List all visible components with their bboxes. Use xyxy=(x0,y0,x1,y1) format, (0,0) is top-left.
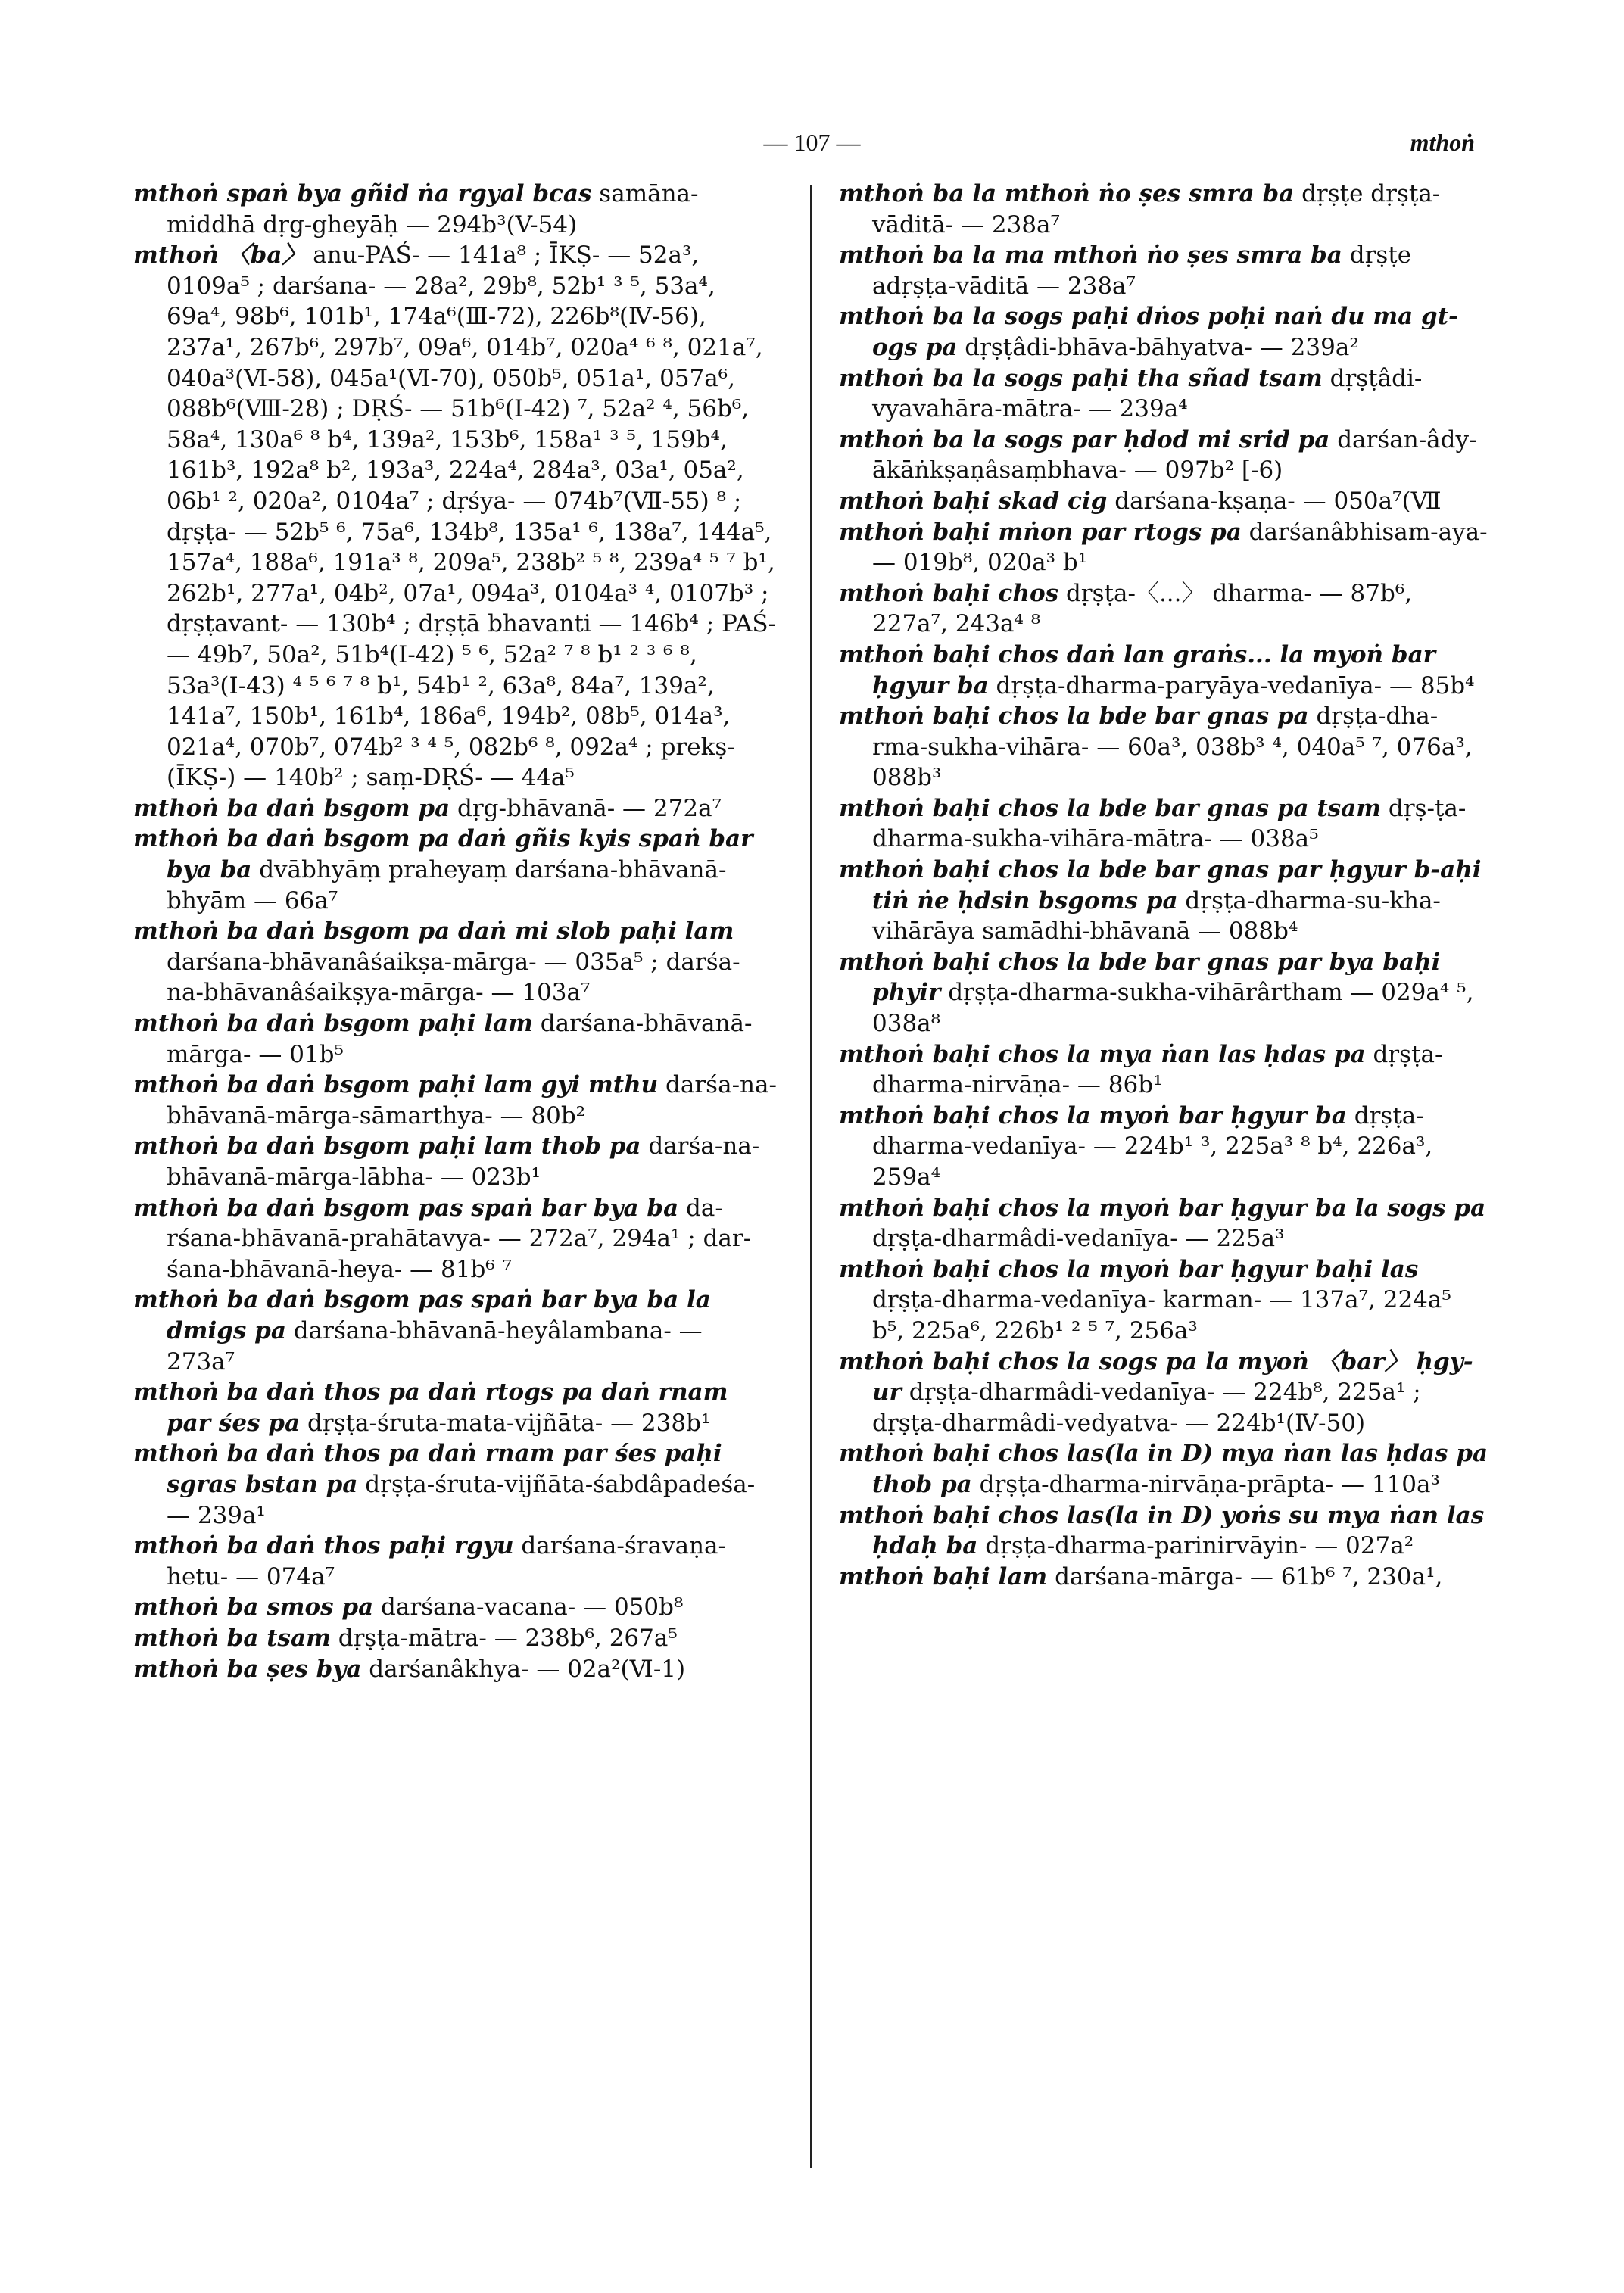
entry-definition: dṛṣṭa-dharma-nirvāṇa-prāpta- — 110a³ xyxy=(979,1470,1440,1498)
dictionary-entry xyxy=(133,1193,777,1285)
entry-headword: mthoṅ ba tsam xyxy=(133,1624,331,1652)
entry-definition: samāna-middhā dṛg-gheyāḥ — 294b³(V-54) xyxy=(167,180,699,238)
dictionary-entry xyxy=(133,1654,777,1685)
entry-definition: darśana-mārga- — 61b⁶ ⁷, 230a¹, xyxy=(1055,1562,1443,1590)
dictionary-entry xyxy=(133,1131,777,1192)
dictionary-entry xyxy=(839,1101,1488,1193)
dictionary-entry xyxy=(839,517,1488,578)
dictionary-entry xyxy=(133,824,777,916)
entry-definition: dṛṣṭe adṛṣṭa-vāditā — 238a⁷ xyxy=(872,241,1412,300)
entry-headword: mthoṅ baḥi chos las(la in D) mya ṅan las ḥdas pa thob pa xyxy=(839,1440,1488,1498)
entry-headword: mthoṅ baḥi chos la bde bar gnas par bya baḥi phyir xyxy=(839,948,1441,1007)
entry-definition: darśana-śravaṇa-hetu- — 074a⁷ xyxy=(167,1532,726,1590)
dictionary-entry xyxy=(839,947,1488,1039)
column-divider xyxy=(810,185,812,2168)
dictionary-entry xyxy=(133,1377,777,1438)
entry-headword: mthoṅ baḥi chos la myoṅ bar ḥgyur ba xyxy=(839,1101,1347,1129)
dictionary-entry xyxy=(839,1500,1488,1562)
entry-headword: mthoṅ ba la mthoṅ ṅo ṣes smra ba xyxy=(839,180,1295,207)
page-header xyxy=(0,125,1624,170)
dictionary-entry xyxy=(133,916,777,1008)
entry-headword: mthoṅ ba daṅ bsgom pa daṅ gñis kyis spaṅ bar bya ba xyxy=(133,825,753,884)
entry-headword: mthoṅ baḥi chos la sogs pa la myoṅ 〈bar〉 ḥgy-ur xyxy=(839,1347,1473,1407)
left-column xyxy=(133,179,777,1684)
entry-headword: mthoṅ ba smos pa xyxy=(133,1594,374,1622)
dictionary-entry xyxy=(839,363,1488,425)
entry-headword: mthoṅ ba la sogs paḥi dṅos poḥi naṅ du ma gt-ogs pa xyxy=(839,303,1458,361)
entry-definition: dṛṣṭa-mātra- — 238b⁶, 267a⁵ xyxy=(338,1624,678,1652)
dictionary-entry xyxy=(133,1285,777,1377)
entry-headword: mthoṅ ba daṅ thos pa daṅ rnam par śes paḥi sgras bstan pa xyxy=(133,1440,722,1498)
entry-definition: dṛṣṭa-dharma-paryāya-vedanīya- — 85b⁴ xyxy=(996,671,1475,699)
entry-definition: darśana-bhāvanā-mārga- — 01b⁵ xyxy=(167,1010,753,1068)
entry-definition: dṛṣṭa-dharma-nirvāṇa- — 86b¹ xyxy=(872,1040,1443,1099)
dictionary-entry xyxy=(839,1347,1488,1439)
running-head: mthoṅ xyxy=(1410,129,1475,156)
entry-definition: dṛṣṭa-dharma-vedanīya- — 224b¹ ³, 225a³ ⁸ b⁴, 226a³, 259a⁴ xyxy=(872,1101,1433,1191)
entry-definition: dṛg-bhāvanā- — 272a⁷ xyxy=(457,794,722,822)
dictionary-entry xyxy=(839,1438,1488,1500)
dictionary-entry xyxy=(839,640,1488,701)
entry-definition: dṛṣṭa-dharmâdi-vedanīya- — 224b⁸, 225a¹ ; dṛṣṭa-dharmâdi-vedyatva- — 224b¹(Ⅳ-50) xyxy=(872,1379,1421,1437)
right-column xyxy=(839,179,1488,1592)
dictionary-entry xyxy=(839,701,1488,793)
entry-definition: dṛṣṭe dṛṣṭa-vāditā- — 238a⁷ xyxy=(872,180,1441,238)
dictionary-entry xyxy=(133,793,777,824)
entry-definition: darśan-âdy-ākāṅkṣaṇâsaṃbhava- — 097b² [-6) xyxy=(872,425,1477,484)
dictionary-entry xyxy=(839,855,1488,947)
entry-definition: darśana-vacana- — 050b⁸ xyxy=(381,1594,684,1622)
entry-headword: mthoṅ ba daṅ bsgom paḥi lam xyxy=(133,1010,533,1038)
entry-definition: dṛṣṭa-dha-rma-sukha-vihāra- — 60a³, 038b³ ⁴, 040a⁵ ⁷, 076a³, 088b³ xyxy=(872,703,1473,792)
entry-headword: mthoṅ baḥi skad cig xyxy=(839,487,1108,515)
entry-definition: dṛṣṭa-dharmâdi-vedanīya- — 225a³ xyxy=(872,1225,1285,1253)
entry-headword: mthoṅ baḥi chos la bde bar gnas par ḥgyur b-aḥi tiṅ ṅe ḥdsin bsgoms pa xyxy=(839,856,1482,914)
dictionary-entry xyxy=(839,425,1488,486)
dictionary-entry xyxy=(133,1592,777,1623)
dictionary-entry xyxy=(133,1531,777,1592)
entry-definition: dṛṣṭâdi-vyavahāra-mātra- — 239a⁴ xyxy=(872,364,1423,423)
entry-definition: darśanâkhya- — 02a²(Ⅵ-1) xyxy=(369,1655,686,1683)
entry-definition: dṛṣṭa-dharma-parinirvāyin- — 027a² xyxy=(985,1532,1414,1560)
dictionary-entry xyxy=(839,486,1488,517)
dictionary-entry xyxy=(839,301,1488,363)
entry-definition: anu-PAŚ- — 141a⁸ ; ĪKṢ- — 52a³, 0109a⁵ ; darśana- — 28a², 29b⁸, 52b¹ ³ ⁵, 53a⁴, 69a⁴, 98b⁶, 101b¹, 174a⁶(Ⅲ-72), 226b⁸(Ⅳ-56), 237a¹, 267b⁶, 297b⁷, 09a⁶, 014b⁷, 020a⁴ ⁶ ⁸, 021a⁷, 040a³(Ⅵ-58), 045a¹(Ⅵ-70), 050b⁵, 051a¹, 057a⁶, 088b⁶(Ⅷ-28) ; DṚŚ- — 51b⁶(Ⅰ-42) ⁷, 52a² ⁴, 56b⁶, 58a⁴, 130a⁶ ⁸ b⁴, 139a², 153b⁶, 158a¹ ³ ⁵, 159b⁴, 161b³, 192a⁸ b², 193a³, 224a⁴, 284a³, 03a¹, 05a², 06b¹ ², 020a², 0104a⁷ ; dṛśya- — 074b⁷(Ⅶ-55) ⁸ ; dṛṣṭa- — 52b⁵ ⁶, 75a⁶, 134b⁸, 135a¹ ⁶, 138a⁷, 144a⁵, 157a⁴, 188a⁶, 191a³ ⁸, 209a⁵, 238b² ⁵ ⁸, 239a⁴ ⁵ ⁷ b¹, 262b¹, 277a¹, 04b², 07a¹, 094a³, 0104a³ ⁴, 0107b³ ; dṛṣṭavant- — 130b⁴ ; dṛṣṭā bhavanti — 146b⁴ ; PAŚ- — 49b⁷, 50a², 51b⁴(Ⅰ-42) ⁵ ⁶, 52a² ⁷ ⁸ b¹ ² ³ ⁶ ⁸, 53a³(Ⅰ-43) ⁴ ⁵ ⁶ ⁷ ⁸ b¹, 54b¹ ², 63a⁸, 84a⁷, 139a², 141a⁷, 150b¹, 161b⁴, 186a⁶, 194b², 08b⁵, 014a³, 021a⁴, 070b⁷, 074b² ³ ⁴ ⁵, 082b⁶ ⁸, 092a⁴ ; prekṣ-(ĪKṢ-) — 140b² ; saṃ-DṚŚ- — 44a⁵ xyxy=(167,241,777,792)
entry-headword: mthoṅ baḥi chos la mya ṅan las ḥdas pa xyxy=(839,1040,1366,1068)
dictionary-entry xyxy=(839,578,1488,640)
entry-headword: mthoṅ baḥi chos la bde bar gnas pa xyxy=(839,703,1309,731)
dictionary-entry xyxy=(839,179,1488,240)
dictionary-entry xyxy=(133,179,777,240)
entry-definition: darśana-kṣaṇa- — 050a⁷(Ⅶ xyxy=(1114,487,1442,515)
entry-definition: dṛṣṭa-dharma-sukha-vihārârtham — 029a⁴ ⁵, 038a⁸ xyxy=(872,979,1474,1038)
dictionary-entry xyxy=(133,1438,777,1531)
entry-definition: dṛṣ-ṭa-dharma-sukha-vihāra-mātra- — 038a⁵ xyxy=(872,794,1467,853)
entry-headword: mthoṅ ba daṅ bsgom pa daṅ mi slob paḥi lam xyxy=(133,918,734,946)
entry-headword: mthoṅ baḥi mṅon par rtogs pa xyxy=(839,518,1242,546)
entry-definition: dṛṣṭa-śruta-vijñāta-śabdâpadeśa- — 239a¹ xyxy=(167,1470,756,1529)
dictionary-entry xyxy=(133,1008,777,1070)
entry-definition: darśanâbhisam-aya- — 019b⁸, 020a³ b¹ xyxy=(872,518,1488,577)
entry-definition: da-rśana-bhāvanā-prahātavya- — 272a⁷, 294a¹ ; dar-śana-bhāvanā-heya- — 81b⁶ ⁷ xyxy=(167,1194,752,1283)
entry-headword: mthoṅ ba daṅ bsgom paḥi lam thob pa xyxy=(133,1132,641,1161)
entry-headword: mthoṅ ba daṅ bsgom paḥi lam gyi mthu xyxy=(133,1071,659,1099)
dictionary-entry xyxy=(133,240,777,793)
entry-headword: mthoṅ ba daṅ bsgom pas spaṅ bar bya ba la dmigs pa xyxy=(133,1286,711,1344)
entry-headword: mthoṅ ba ṣes bya xyxy=(133,1655,362,1683)
entry-headword: mthoṅ ba la sogs paḥi tha sñad tsam xyxy=(839,364,1323,392)
dictionary-entry xyxy=(839,1254,1488,1347)
entry-definition: dṛṣṭa-dharma-su-kha-vihārāya samādhi-bhāvanā — 088b⁴ xyxy=(872,886,1441,946)
entry-definition: darśana-bhāvanā-heyâlambana- — 273a⁷ xyxy=(167,1316,703,1375)
entry-definition: dṛṣṭâdi-bhāva-bāhyatva- — 239a² xyxy=(965,333,1359,361)
entry-headword: mthoṅ baḥi chos las(la in D) yoṅs su mya ṅan las ḥdaḥ ba xyxy=(839,1501,1485,1560)
dictionary-entry xyxy=(839,793,1488,855)
entry-headword: mthoṅ ba la sogs par ḥdod mi srid pa xyxy=(839,425,1330,453)
entry-definition: dṛṣṭa-〈...〉 dharma- — 87b⁶, 227a⁷, 243a⁴ ⁸ xyxy=(872,579,1413,638)
entry-headword: mthoṅ spaṅ bya gñid ṅa rgyal bcas xyxy=(133,180,592,207)
entry-definition: dṛṣṭa-dharma-vedanīya- karman- — 137a⁷, 224a⁵ b⁵, 225a⁶, 226b¹ ² ⁵ ⁷, 256a³ xyxy=(872,1286,1451,1344)
entry-definition: darśana-bhāvanâśaikṣa-mārga- — 035a⁵ ; darśa-na-bhāvanâśaikṣya-mārga- — 103a⁷ xyxy=(167,948,740,1007)
entry-headword: mthoṅ baḥi chos la myoṅ bar ḥgyur ba la sogs pa xyxy=(839,1194,1486,1222)
entry-definition: dṛṣṭa-śruta-mata-vijñāta- — 238b¹ xyxy=(307,1409,711,1437)
dictionary-entry xyxy=(839,1039,1488,1101)
entry-headword: mthoṅ baḥi chos la bde bar gnas pa tsam xyxy=(839,794,1382,822)
entry-definition: darśa-na-bhāvanā-mārga-sāmarthya- — 80b² xyxy=(167,1071,777,1129)
entry-headword: mthoṅ ba daṅ bsgom pas spaṅ bar bya ba xyxy=(133,1194,679,1222)
entry-headword: mthoṅ 〈ba〉 xyxy=(133,241,306,269)
entry-headword: mthoṅ baḥi chos xyxy=(839,579,1059,607)
page-number: — 107 — xyxy=(763,129,861,156)
dictionary-entry xyxy=(839,240,1488,301)
entry-headword: mthoṅ baḥi chos daṅ lan graṅs... la myoṅ bar ḥgyur ba xyxy=(839,640,1435,699)
entry-headword: mthoṅ ba daṅ bsgom pa xyxy=(133,794,450,822)
dictionary-entry xyxy=(839,1562,1488,1593)
entry-definition: darśa-na-bhāvanā-mārga-lābha- — 023b¹ xyxy=(167,1132,760,1191)
entry-definition: dvābhyāṃ praheyaṃ darśana-bhāvanā-bhyām — 66a⁷ xyxy=(167,856,727,914)
dictionary-entry xyxy=(133,1623,777,1654)
entry-headword: mthoṅ baḥi chos la myoṅ bar ḥgyur baḥi las xyxy=(839,1255,1419,1283)
entry-headword: mthoṅ ba la ma mthoṅ ṅo ṣes smra ba xyxy=(839,241,1342,269)
entry-headword: mthoṅ ba daṅ thos pa daṅ rtogs pa daṅ rnam par śes pa xyxy=(133,1379,728,1437)
entry-headword: mthoṅ baḥi lam xyxy=(839,1562,1048,1590)
dictionary-entry xyxy=(133,1070,777,1131)
dictionary-entry xyxy=(839,1193,1488,1254)
entry-headword: mthoṅ ba daṅ thos paḥi rgyu xyxy=(133,1532,514,1560)
